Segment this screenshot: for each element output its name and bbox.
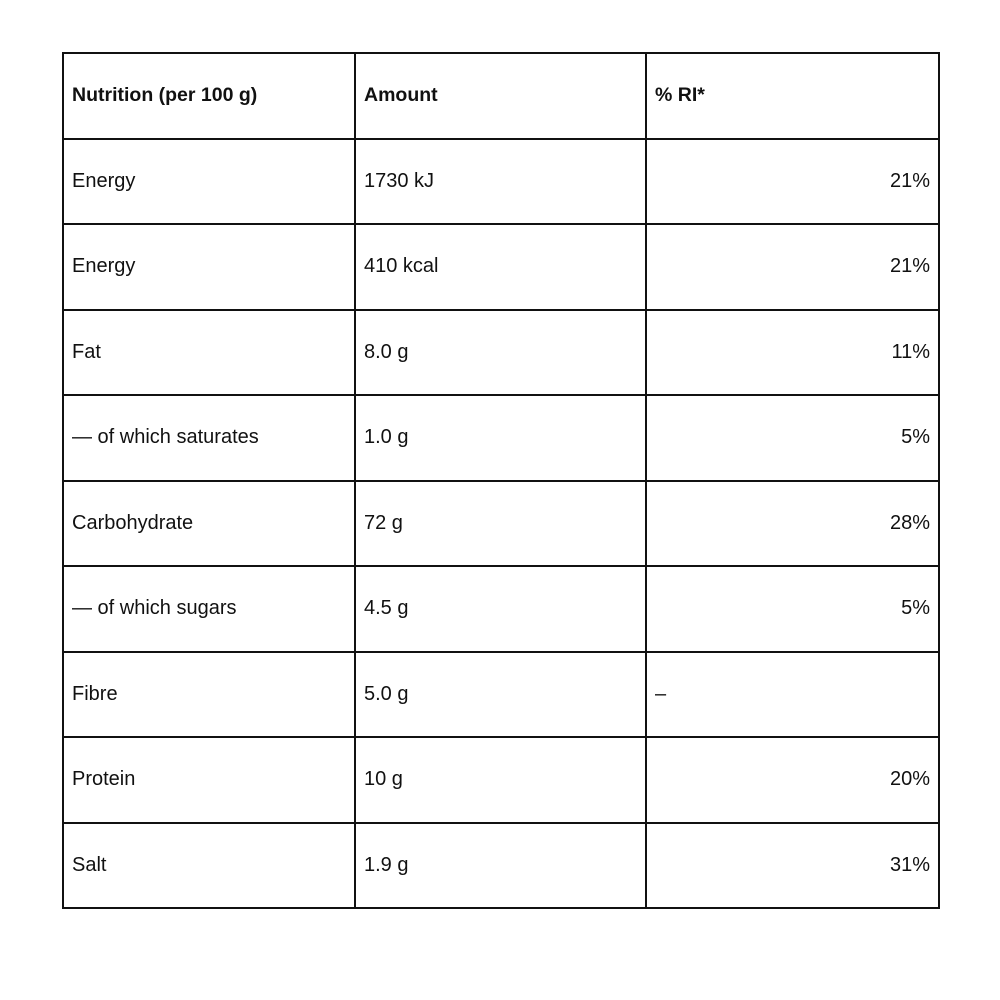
nutrient-cell: Energy (63, 139, 355, 225)
amount-cell: 5.0 g (355, 652, 646, 738)
table-row (63, 395, 939, 481)
nutrient-cell: Carbohydrate (63, 481, 355, 567)
ri-cell: 31% (646, 823, 939, 909)
table-row (63, 566, 939, 652)
nutrient-cell: Fibre (63, 652, 355, 738)
amount-cell: 72 g (355, 481, 646, 567)
ri-cell: 5% (646, 566, 939, 652)
table-row (63, 139, 939, 225)
table-row (63, 823, 939, 909)
nutrition-table (62, 52, 940, 909)
ri-cell: – (646, 652, 939, 738)
ri-cell: 21% (646, 224, 939, 310)
header-row (63, 53, 939, 139)
amount-cell: 8.0 g (355, 310, 646, 396)
nutrient-cell: Energy (63, 224, 355, 310)
amount-cell: 1730 kJ (355, 139, 646, 225)
amount-cell: 410 kcal (355, 224, 646, 310)
ri-cell: 20% (646, 737, 939, 823)
nutrient-cell: — of which saturates (63, 395, 355, 481)
ri-cell: 11% (646, 310, 939, 396)
table-row (63, 481, 939, 567)
header-nutrition: Nutrition (per 100 g) (63, 53, 355, 139)
table-row (63, 224, 939, 310)
amount-cell: 1.0 g (355, 395, 646, 481)
header-amount: Amount (355, 53, 646, 139)
amount-cell: 10 g (355, 737, 646, 823)
amount-cell: 1.9 g (355, 823, 646, 909)
table-row (63, 310, 939, 396)
nutrient-cell: — of which sugars (63, 566, 355, 652)
nutrient-cell: Protein (63, 737, 355, 823)
ri-cell: 28% (646, 481, 939, 567)
amount-cell: 4.5 g (355, 566, 646, 652)
ri-cell: 5% (646, 395, 939, 481)
nutrient-cell: Salt (63, 823, 355, 909)
table-row (63, 652, 939, 738)
header-ri: % RI* (646, 53, 939, 139)
ri-cell: 21% (646, 139, 939, 225)
table-row (63, 737, 939, 823)
nutrient-cell: Fat (63, 310, 355, 396)
